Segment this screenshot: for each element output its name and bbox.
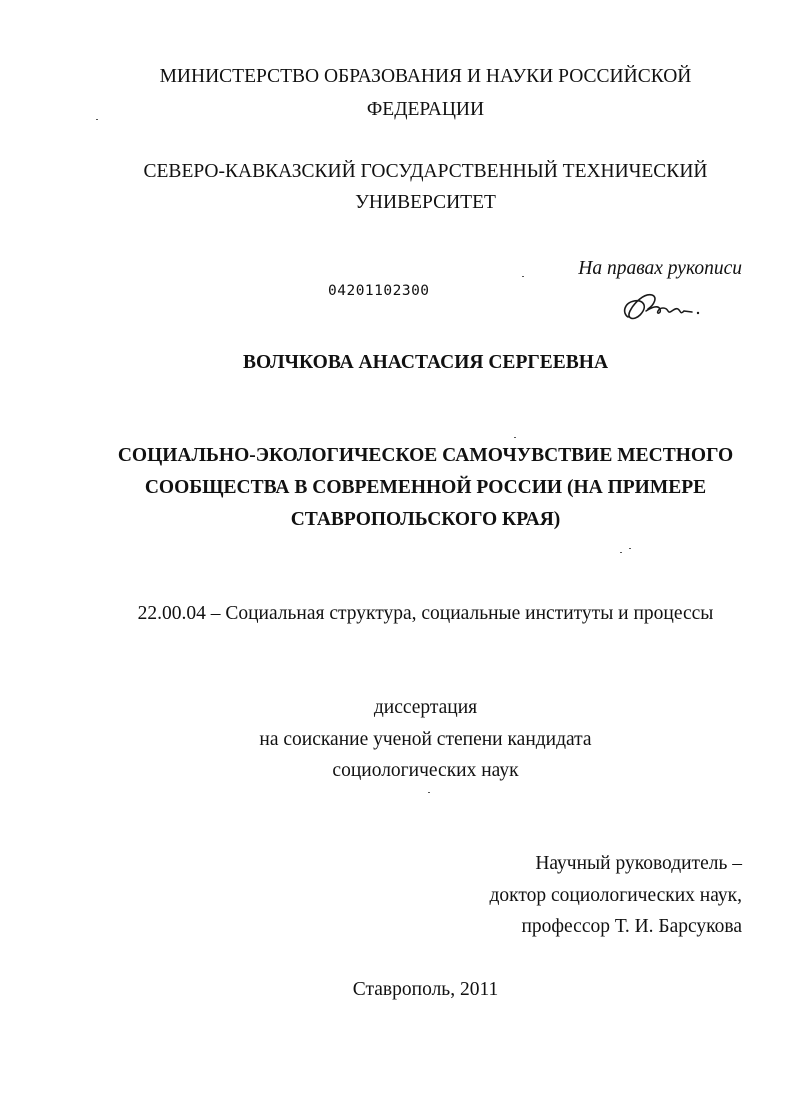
degree-line-3: социологических наук — [332, 760, 519, 781]
ministry-line-1: МИНИСТЕРСТВО ОБРАЗОВАНИЯ И НАУКИ РОССИЙСКОЙ — [159, 66, 692, 87]
manuscript-note: На правах рукописи — [578, 258, 742, 279]
scan-speck — [514, 437, 516, 438]
place-year: Ставрополь, 2011 — [352, 979, 499, 1000]
scan-speck — [96, 119, 98, 120]
title-line-2: СООБЩЕСТВА В СОВРЕМЕННОЙ РОССИИ (НА ПРИМЕРЕ — [144, 477, 707, 498]
degree-line-2: на соискание ученой степени кандидата — [259, 729, 592, 750]
specialty: 22.00.04 – Социальная структура, социальные институты и процессы — [137, 603, 714, 624]
supervisor-line-2: доктор социологических наук, — [489, 885, 742, 906]
university-line-1: СЕВЕРО-КАВКАЗСКИЙ ГОСУДАРСТВЕННЫЙ ТЕХНИЧЕСКИЙ — [143, 161, 708, 182]
scan-speck — [629, 548, 631, 549]
supervisor-line-3: профессор Т. И. Барсукова — [521, 916, 742, 937]
title-line-1: СОЦИАЛЬНО-ЭКОЛОГИЧЕСКОЕ САМОЧУВСТВИЕ МЕСТНОГО — [117, 445, 734, 466]
document-code: 04201102300 — [328, 283, 430, 299]
title-line-3: СТАВРОПОЛЬСКОГО КРАЯ) — [290, 509, 561, 530]
supervisor-line-1: Научный руководитель – — [535, 853, 742, 874]
scan-speck — [522, 276, 524, 277]
scan-speck — [428, 792, 430, 793]
degree-line-1: диссертация — [373, 697, 478, 718]
scan-speck — [620, 552, 622, 553]
handwritten-signature-icon — [618, 285, 703, 330]
ministry-line-2: ФЕДЕРАЦИИ — [366, 99, 485, 120]
university-line-2: УНИВЕРСИТЕТ — [355, 192, 496, 213]
author-name: ВОЛЧКОВА АНАСТАСИЯ СЕРГЕЕВНА — [242, 352, 609, 373]
